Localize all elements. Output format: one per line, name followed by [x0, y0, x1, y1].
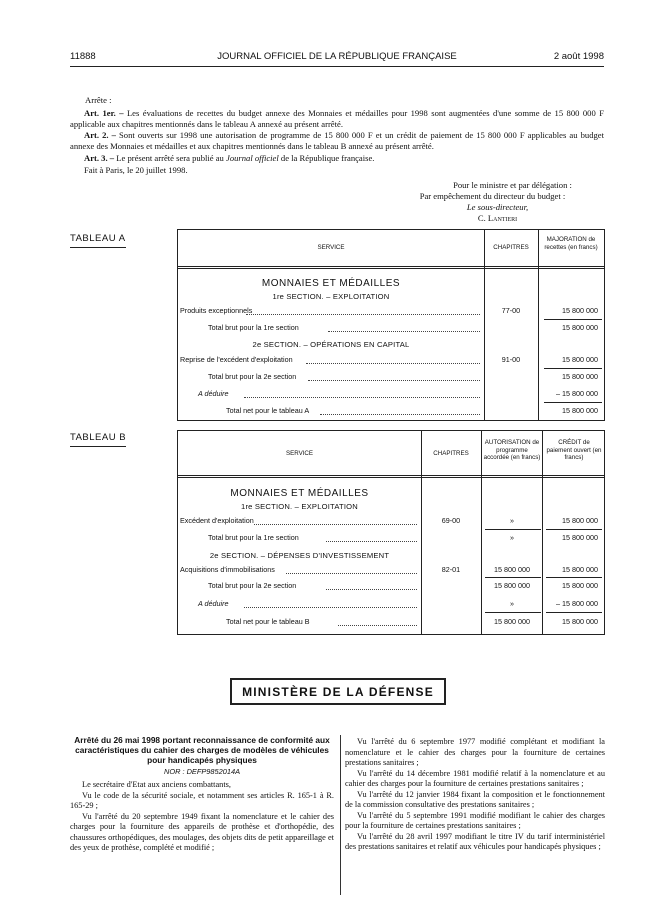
tableau-a-section-2: 2e SECTION. – OPÉRATIONS EN CAPITAL: [252, 340, 410, 349]
article-paragraph: Vu l'arrêté du 14 décembre 1981 modifié relatif à la nomenclature et au cahier des charges pour la fourniture de certaines prestations sanitaires ;: [345, 768, 605, 788]
tableau-a-deduire-value: – 15 800 000: [556, 389, 598, 398]
tableau-a-divider: [484, 230, 485, 420]
tableau-a-net-label: Total net pour le tableau A: [226, 406, 310, 415]
article-paragraph: Vu le code de la sécurité sociale, et notamment ses articles R. 165-1 à R. 165-29 ;: [70, 790, 334, 810]
article-left-column: [70, 735, 334, 854]
tableau-a-label: TABLEAU A: [70, 233, 126, 244]
page-number: 11888: [70, 51, 96, 62]
total-rule: [485, 529, 541, 530]
tableau-a-underline: [70, 247, 126, 248]
article-1-label: Art. 1er. –: [84, 108, 124, 118]
tableau-b-total2-label: Total brut pour la 2e section: [208, 581, 297, 590]
tableau-b-header-rule: [178, 475, 604, 476]
tableau-b-row1-auto: »: [510, 516, 514, 525]
article-3: [70, 153, 604, 164]
article-1: [70, 108, 604, 130]
tableau-b-total1-credit: 15 800 000: [562, 533, 598, 542]
article-paragraph: Vu l'arrêté du 20 septembre 1949 fixant la nomenclature et le cahier des charges pour la fourniture des appareils de prothèse et d'orthopédie, des chaussures orthopédiques, des moulages, des objets dits de petit appareillage et des yeux de prothèse, complété et modifié ;: [70, 811, 334, 852]
article-3-text-a: Le présent arrêté sera publié au: [116, 153, 224, 163]
tableau-b-row1-label: Excédent d'exploitation: [180, 516, 254, 525]
article-1-text: Les évaluations de recettes du budget annexe des Monnaies et médailles pour 1998 sont augmentées d'une somme de 15 800 000 F applicable aux chapitres mentionnés dans le tableau A annexé au présent arrêté.: [70, 108, 604, 129]
tableau-b-header-chapitres: CHAPITRES: [433, 450, 469, 457]
total-rule: [544, 319, 602, 320]
signature-line-2: Par empêchement du directeur du budget :: [419, 191, 566, 201]
tableau-b-row1-chap: 69-00: [441, 516, 461, 525]
tableau-a-net-value: 15 800 000: [562, 406, 598, 415]
tableau-a-total2-value: 15 800 000: [562, 372, 598, 381]
ministry-title: MINISTÈRE DE LA DÉFENSE: [242, 684, 434, 699]
total-rule: [546, 612, 602, 613]
tableau-b-row1-credit: 15 800 000: [562, 516, 598, 525]
tableau-b-row2-chap: 82-01: [441, 565, 461, 574]
ministry-heading: [230, 678, 446, 705]
tableau-b-header-rule: [178, 477, 604, 478]
tableau-a-title: MONNAIES ET MÉDAILLES: [261, 278, 401, 289]
tableau-b-divider: [421, 431, 422, 634]
tableau-a-header-rule: [178, 268, 604, 269]
leader-dots: [244, 397, 480, 398]
tableau-a-row2-chap: 91-00: [501, 355, 521, 364]
leader-dots: [320, 414, 480, 415]
tableau-b-divider: [542, 431, 543, 634]
article-paragraph: Vu l'arrêté du 12 janvier 1984 fixant la composition et le fonctionnement de la commission consultative des prestations sanitaires ;: [345, 789, 605, 809]
tableau-b-row2-auto: 15 800 000: [494, 565, 530, 574]
tableau-b-total2-credit: 15 800 000: [562, 581, 598, 590]
tableau-b-section-2: 2e SECTION. – DÉPENSES D'INVESTISSEMENT: [209, 551, 390, 560]
total-rule: [546, 529, 602, 530]
article-2: [70, 130, 604, 152]
tableau-b-header-service: SERVICE: [285, 450, 314, 457]
tableau-b-divider: [481, 431, 482, 634]
tableau-a-header-majoration: MAJORATION de recettes (en francs): [544, 236, 598, 251]
total-rule: [485, 612, 541, 613]
tableau-b-net-auto: 15 800 000: [494, 617, 530, 626]
tableau-a-row1-chap: 77-00: [501, 306, 521, 315]
tableau-b-deduire-credit: – 15 800 000: [556, 599, 598, 608]
tableau-a-header-chapitres: CHAPITRES: [493, 244, 529, 251]
fait-a-paris: Fait à Paris, le 20 juillet 1998.: [84, 165, 188, 175]
running-header: [70, 51, 604, 65]
tableau-b-total1-label: Total brut pour la 1re section: [208, 533, 299, 542]
article-title: Arrêté du 26 mai 1998 portant reconnaissance de conformité aux caractéristiques du cahier des charges de modèles de véhicules pour handicapés physiques: [74, 735, 330, 765]
tableau-a-header-rule: [178, 266, 604, 267]
article-paragraph: Vu l'arrêté du 28 avril 1997 modifiant le titre IV du tarif interministériel des prestations sanitaires et relatif aux véhicules pour handicapés physiques ;: [345, 831, 605, 851]
tableau-a-row2-label: Reprise de l'excédent d'exploitation: [180, 355, 293, 364]
tableau-b-net-credit: 15 800 000: [562, 617, 598, 626]
issue-date: 2 août 1998: [553, 51, 604, 62]
tableau-b-header-credit: CRÉDIT de paiement ouvert (en francs): [546, 439, 602, 461]
total-rule: [544, 402, 602, 403]
tableau-b-label: TABLEAU B: [70, 432, 127, 443]
tableau-b-deduire-auto: »: [510, 599, 514, 608]
tableau-b-underline: [70, 446, 126, 447]
tableau-b-table: [177, 430, 605, 635]
tableau-b-total1-auto: »: [510, 533, 514, 542]
article-paragraph: Vu l'arrêté du 5 septembre 1991 modifié modifiant le cahier des charges pour la fourniture de certaines prestations sanitaires ;: [345, 810, 605, 830]
tableau-a-section-1: 1re SECTION. – EXPLOITATION: [272, 292, 390, 301]
tableau-a-row2-value: 15 800 000: [562, 355, 598, 364]
leader-dots: [244, 607, 417, 608]
tableau-a-total1-value: 15 800 000: [562, 323, 598, 332]
arrete-heading: Arrête :: [85, 95, 112, 105]
article-paragraph: Vu l'arrêté du 6 septembre 1977 modifié complétant et modifiant la nomenclature et le cahier des charges pour la fourniture de certaines prestations sanitaires ;: [345, 737, 605, 767]
leader-dots: [326, 589, 417, 590]
signature-block: [380, 180, 605, 224]
leader-dots: [306, 363, 480, 364]
article-left-body: [70, 780, 334, 854]
tableau-a-deduire-label: A déduire: [198, 389, 229, 398]
tableau-a-total2-label: Total brut pour la 2e section: [208, 372, 297, 381]
tableau-b-deduire-label: A déduire: [198, 599, 229, 608]
article-3-label: Art. 3. –: [84, 153, 115, 163]
leader-dots: [328, 331, 480, 332]
leader-dots: [326, 541, 417, 542]
leader-dots: [286, 573, 417, 574]
tableau-b-net-label: Total net pour le tableau B: [226, 617, 310, 626]
journal-title: JOURNAL OFFICIEL DE LA RÉPUBLIQUE FRANÇAISE: [217, 51, 457, 62]
total-rule: [485, 577, 541, 578]
signature-title: Le sous-directeur,: [466, 202, 529, 212]
tableau-b-total2-auto: 15 800 000: [494, 581, 530, 590]
tableau-b-row2-credit: 15 800 000: [562, 565, 598, 574]
total-rule: [546, 577, 602, 578]
article-3-text-b: de la République française.: [280, 153, 375, 163]
leader-dots: [338, 625, 417, 626]
header-rule: [70, 66, 604, 67]
tableau-a-table: [177, 229, 605, 421]
tableau-b-title: MONNAIES ET MÉDAILLES: [230, 488, 369, 499]
tableau-b-row2-label: Acquisitions d'immobilisations: [180, 565, 275, 574]
tableau-a-total1-label: Total brut pour la 1re section: [208, 323, 299, 332]
article-nor: NOR : DEFP9852014A: [164, 767, 240, 776]
tableau-a-row1-value: 15 800 000: [562, 306, 598, 315]
leader-dots: [308, 380, 480, 381]
tableau-a-row1-label: Produits exceptionnels: [180, 306, 253, 315]
leader-dots: [254, 524, 417, 525]
tableau-a-header-service: SERVICE: [317, 244, 345, 251]
leader-dots: [246, 314, 480, 315]
article-paragraph: Le secrétaire d'Etat aux anciens combattants,: [82, 780, 231, 789]
signature-line-1: Pour le ministre et par délégation :: [453, 180, 572, 190]
article-2-label: Art. 2. –: [84, 130, 116, 140]
tableau-b-header-autorisation: AUTORISATION de programme accordée (en francs): [483, 439, 541, 461]
article-3-journal: Journal officiel: [226, 153, 279, 163]
column-divider: [340, 735, 341, 895]
tableau-a-divider: [538, 230, 539, 420]
tableau-b-section-1: 1re SECTION. – EXPLOITATION: [241, 502, 358, 511]
signatory-name: C. Lantieri: [477, 213, 518, 223]
total-rule: [544, 368, 602, 369]
article-right-column: [345, 737, 605, 853]
article-2-text: Sont ouverts sur 1998 une autorisation de programme de 15 800 000 F et un crédit de paiement de 15 800 000 F applicables au budget annexe des Monnaies et médailles et aux chapitres mentionnés dans le tableau B annexé au présent arrêté.: [70, 130, 604, 151]
